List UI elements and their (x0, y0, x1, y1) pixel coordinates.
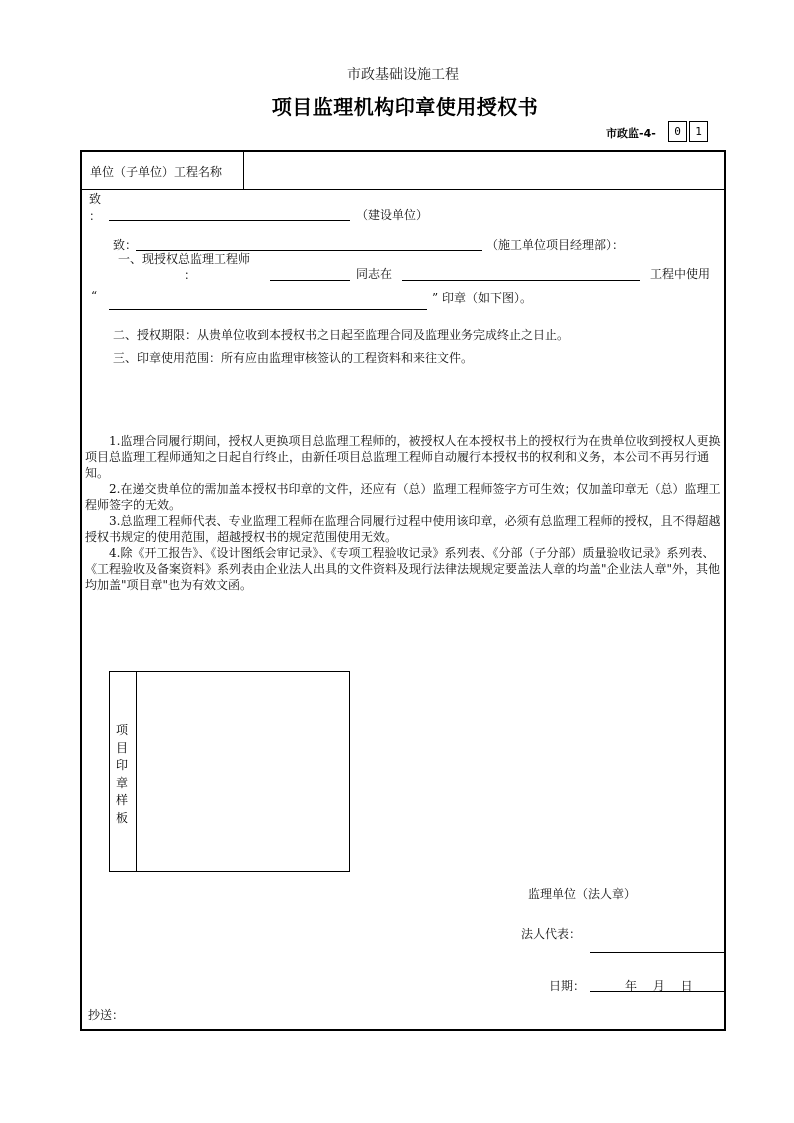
build-unit-suffix: （建设单位） (356, 208, 429, 222)
legal-rep-field[interactable] (590, 952, 726, 953)
to-label-2: 致： (113, 238, 138, 252)
row-divider (81, 189, 726, 190)
date-value: 年 月 日 (625, 979, 693, 993)
row-divider (243, 151, 244, 189)
quote-open: “ (91, 289, 98, 303)
authorize-colon: ： (184, 268, 197, 282)
to-label-1: 致 (89, 192, 102, 206)
note-2: 2.在递交贵单位的需加盖本授权书印章的文件，还应有（总）监理工程师签字方可生效；仅加盖印章无（总）监理工程师签字的无效。 (85, 482, 721, 512)
build-unit-field[interactable] (109, 220, 350, 221)
seal-sample-label: 项目印章样板 (115, 723, 128, 825)
cc-label: 抄送： (88, 1008, 125, 1022)
unit-name-label: 单位（子单位）工程名称 (90, 165, 223, 179)
form-code-digit-2[interactable]: 1 (689, 121, 708, 142)
seal-usage-scope: 三、印章使用范围：所有应由监理审核签认的工程资料和来往文件。 (113, 351, 474, 365)
project-name-field[interactable] (402, 280, 640, 281)
document-title: 项目监理机构印章使用授权书 (271, 95, 539, 119)
supervisor-unit-label: 监理单位（法人章） (528, 887, 637, 901)
to-colon-1: ： (89, 209, 102, 223)
note-3: 3.总监理工程师代表、专业监理工程师在监理合同履行过程中使用该印章，必须有总监理工程师的授权，且不得超越授权书规定的使用范围，超越授权书的规定范围使用无效。 (85, 514, 721, 544)
chief-engineer-field[interactable] (270, 280, 350, 281)
project-use-text: 工程中使用 (650, 267, 711, 281)
date-label: 日期： (549, 979, 586, 993)
note-4: 4.除《开工报告》、《设计图纸会审记录》、《专项工程验收记录》系列表、《分部（子分部）质量验收记录》系列表、《工程验收及备案资料》系列表由企业法人出具的文件资料及现行法律法规规定要盖法人章的均盖"企业法人章"外，其他均加盖"项目章"也为有效文函。 (85, 546, 721, 592)
comrade-in-text: 同志在 (356, 267, 393, 281)
note-1: 1.监理合同履行期间，授权人更换项目总监理工程师的，被授权人在本授权书上的授权行为在贵单位收到授权人更换项目总监理工程师通知之日起自行终止，由新任项目总监理工程师自动履行本授权书的权利和义务，本公司不再另行通知。 (85, 434, 721, 480)
seal-name-field[interactable] (109, 309, 427, 310)
authorize-prefix: 一、现授权总监理工程师 (118, 252, 251, 266)
form-code-digit-1[interactable]: 0 (668, 121, 687, 142)
legal-rep-label: 法人代表： (521, 927, 582, 941)
seal-stamp-area[interactable] (137, 672, 349, 871)
authorization-period: 二、授权期限：从贵单位收到本授权书之日起至监理合同及监理业务完成终止之日止。 (113, 328, 570, 342)
contractor-suffix: （施工单位项目经理部）： (486, 238, 625, 252)
seal-suffix: ” 印章（如下图）。 (432, 291, 532, 305)
form-code-label: 市政监-4- (606, 127, 656, 140)
document-category: 市政基础设施工程 (347, 67, 459, 83)
